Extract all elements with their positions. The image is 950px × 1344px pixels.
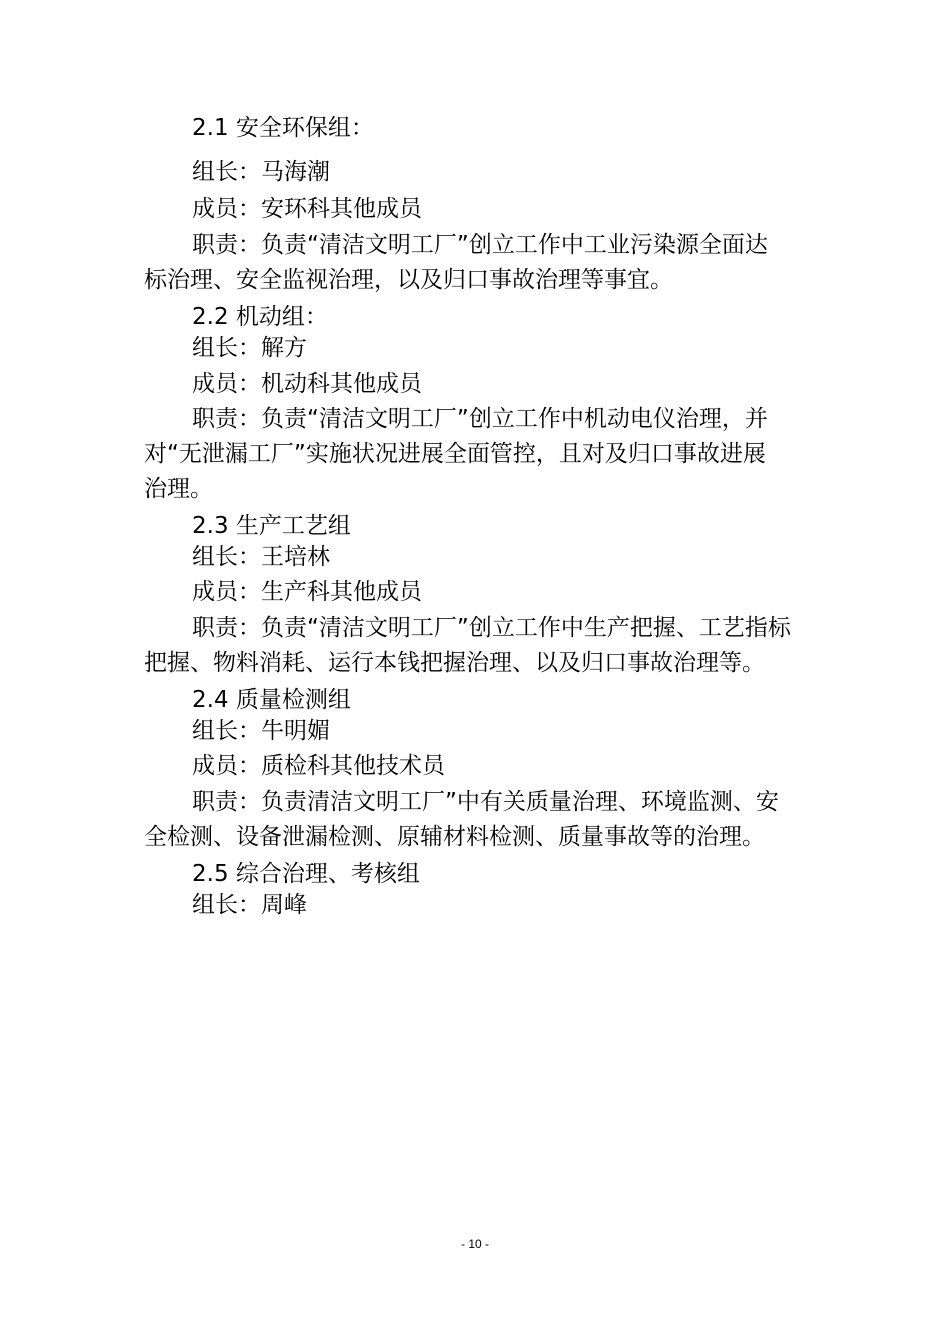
section-leader-2-5: 组长：周峰 — [192, 892, 307, 918]
section-leader-2-1: 组长：马海潮 — [192, 159, 330, 185]
section-duty-2-2-line3: 治理。 — [144, 476, 213, 502]
section-duty-2-2-line2: 对“无泄漏工厂”实施状况进展全面管控，且对及归口事故进展 — [144, 441, 766, 467]
section-members-2-3: 成员：生产科其他成员 — [192, 579, 422, 605]
section-duty-2-1-line2: 标治理、安全监视治理，以及归口事故治理等事宜。 — [144, 267, 673, 293]
section-leader-2-4: 组长：牛明媚 — [192, 718, 330, 744]
section-duty-2-3-line1: 职责：负责“清洁文明工厂”创立工作中生产把握、工艺指标 — [192, 615, 791, 641]
section-heading-2-1: 2.1 安全环保组： — [192, 115, 374, 141]
section-duty-2-4-line1: 职责：负责清洁文明工厂”中有关质量治理、环境监测、安 — [192, 789, 779, 815]
section-duty-2-1-line1: 职责：负责“清洁文明工厂”创立工作中工业污染源全面达 — [192, 232, 768, 258]
page-number: - 10 - — [460, 1237, 489, 1251]
section-duty-2-2-line1: 职责：负责“清洁文明工厂”创立工作中机动电仪治理，并 — [192, 406, 768, 432]
section-heading-2-5: 2.5 综合治理、考核组 — [192, 861, 420, 887]
section-leader-2-2: 组长：解方 — [192, 335, 307, 361]
section-heading-2-2: 2.2 机动组： — [192, 304, 328, 330]
section-duty-2-4-line2: 全检测、设备泄漏检测、原辅材料检测、质量事故等的治理。 — [144, 824, 765, 850]
section-heading-2-4: 2.4 质量检测组 — [192, 687, 351, 713]
section-members-2-4: 成员：质检科其他技术员 — [192, 753, 445, 779]
section-members-2-2: 成员：机动科其他成员 — [192, 371, 422, 397]
section-heading-2-3: 2.3 生产工艺组 — [192, 513, 351, 539]
section-leader-2-3: 组长：王培林 — [192, 544, 330, 570]
section-members-2-1: 成员：安环科其他成员 — [192, 196, 422, 222]
section-duty-2-3-line2: 把握、物料消耗、运行本钱把握治理、以及归口事故治理等。 — [144, 650, 765, 676]
